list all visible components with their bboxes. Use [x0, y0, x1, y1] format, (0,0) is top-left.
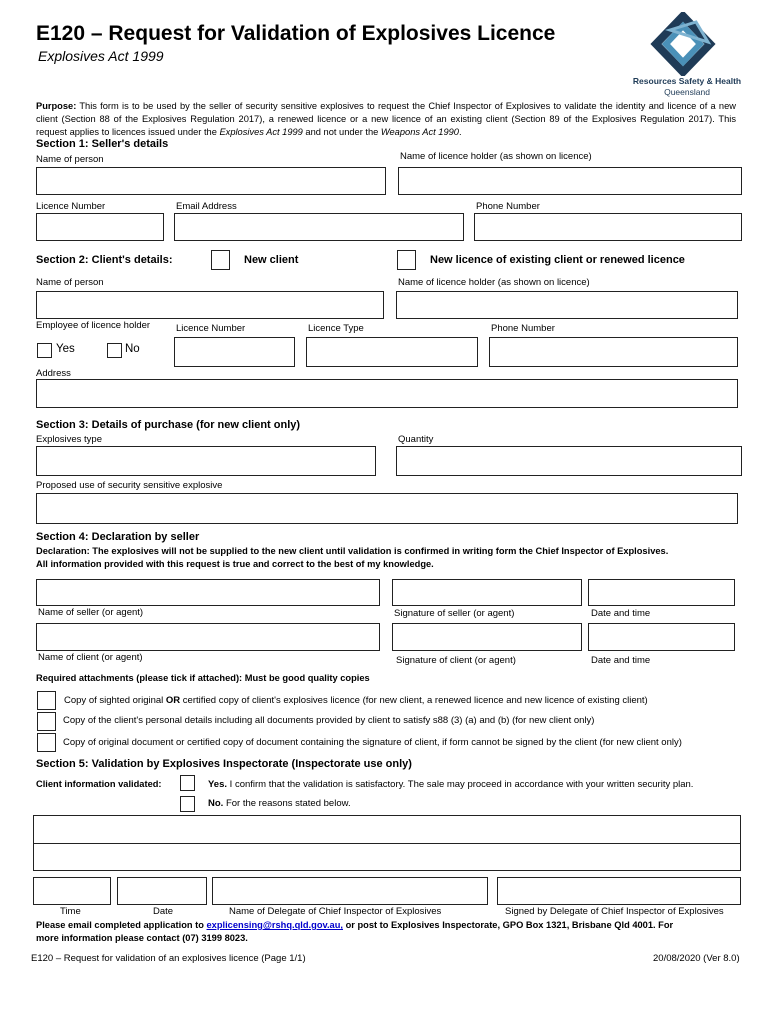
section4-heading: Section 4: Declaration by seller [36, 531, 200, 543]
declaration-text [36, 545, 756, 570]
delegate-name-label: Name of Delegate of Chief Inspector of Explosives [229, 906, 442, 917]
date-label: Date [153, 906, 174, 917]
new-client-checkbox[interactable] [211, 250, 230, 270]
s1-name-holder-label: Name of licence holder (as shown on licence) [400, 151, 592, 162]
attachment2-label: Copy of the client's personal details including all documents provided by client to satisfy s88 (3) (a) and (b) (for new client only) [63, 715, 595, 726]
validated-yes-bold: Yes. [208, 779, 228, 790]
s2-licence-number-label: Licence Number [176, 323, 246, 334]
page-subtitle: Explosives Act 1999 [38, 48, 164, 64]
new-client-label: New client [244, 254, 299, 266]
s1-name-person-input[interactable] [36, 167, 386, 195]
validated-no-label [208, 798, 351, 809]
s1-licence-number-input[interactable] [36, 213, 164, 241]
reasons-input-line2[interactable] [33, 843, 741, 871]
quantity-input[interactable] [396, 446, 742, 476]
client-name-input[interactable] [36, 623, 380, 651]
logo-diamond-icon [648, 12, 718, 76]
attachment1-text-b: certified copy of client's explosives licence (for new client, a renewed licence and new licence of existing client) [180, 695, 648, 706]
purpose-text2: and not under the [302, 126, 381, 137]
purpose-paragraph [36, 100, 736, 138]
s1-phone-label: Phone Number [476, 201, 540, 212]
purpose-act2: Weapons Act 1990 [380, 126, 459, 137]
client-date-time-input[interactable] [588, 623, 735, 651]
seller-name-label: Name of seller (or agent) [38, 607, 144, 618]
reasons-input-line1[interactable] [33, 815, 741, 844]
address-label: Address [36, 368, 71, 379]
s2-phone-input[interactable] [489, 337, 738, 367]
attachment3-label: Copy of original document or certified copy of document containing the signature of client, if form cannot be signed by the client (for new client only) [63, 737, 682, 748]
purpose-label: Purpose: [36, 101, 77, 111]
explosives-type-input[interactable] [36, 446, 376, 476]
submission-text2: or post to Explosives Inspectorate, GPO Box 1321, Brisbane [343, 920, 615, 930]
s2-name-holder-label: Name of licence holder (as shown on licence) [398, 277, 590, 288]
employee-no-checkbox[interactable] [107, 343, 122, 358]
delegate-signature-label: Signed by Delegate of Chief Inspector of Explosives [505, 906, 724, 917]
declaration-line1: Declaration: The explosives will not be supplied to the new client until validation is confirmed in writing form the Chief Inspector of Explosives. [36, 546, 669, 556]
validated-yes-checkbox[interactable] [180, 775, 195, 791]
validated-label: Client information validated: [36, 779, 162, 789]
version-label: 20/08/2020 (Ver 8.0) [653, 953, 740, 964]
delegate-signature-input[interactable] [497, 877, 741, 905]
purpose-text3: . [458, 126, 462, 137]
employee-no-label: No [125, 343, 140, 355]
client-signature-input[interactable] [392, 623, 582, 651]
submission-text3: Qld 4001. [614, 920, 656, 930]
logo [628, 10, 748, 100]
purpose-act1: Explosives Act 1999 [219, 126, 303, 137]
seller-date-time-input[interactable] [588, 579, 735, 606]
attachment3-checkbox[interactable] [37, 733, 56, 752]
section5-heading: Section 5: Validation by Explosives Inspectorate (Inspectorate use only) [36, 758, 412, 770]
s2-phone-label: Phone Number [491, 323, 555, 334]
submission-text1: Please email completed application to [36, 920, 207, 930]
seller-signature-input[interactable] [392, 579, 582, 606]
seller-signature-label: Signature of seller (or agent) [394, 608, 515, 619]
s2-name-person-input[interactable] [36, 291, 384, 319]
validated-no-bold: No. [208, 798, 224, 809]
s1-email-label: Email Address [176, 201, 237, 212]
attachment1-text-a: Copy of sighted original [64, 695, 166, 706]
s2-name-holder-input[interactable] [396, 291, 738, 319]
page-footer-label: E120 – Request for validation of an explosives licence (Page 1/1) [31, 953, 306, 964]
attachment1-or: OR [165, 695, 181, 706]
s2-licence-number-input[interactable] [174, 337, 295, 367]
existing-client-label: New licence of existing client or renewed licence [430, 254, 685, 266]
contact-text: more information please contact (07) 3199 8023. [36, 932, 248, 943]
client-name-label: Name of client (or agent) [38, 652, 143, 663]
seller-date-time-label: Date and time [591, 608, 651, 619]
s1-phone-input[interactable] [474, 213, 742, 241]
s1-licence-number-label: Licence Number [36, 201, 106, 212]
declaration-line2: All information provided with this request is true and correct to the best of my knowledge. [36, 558, 434, 569]
email-link[interactable]: explicensing@rshq.qld.gov.au, [206, 920, 343, 930]
logo-line2: Queensland [664, 87, 710, 97]
seller-name-input[interactable] [36, 579, 380, 606]
section3-heading: Section 3: Details of purchase (for new client only) [36, 419, 301, 431]
client-date-time-label: Date and time [591, 655, 651, 666]
validated-no-checkbox[interactable] [180, 796, 195, 812]
purpose-text1: This form is to be used by the seller of security sensitive explosives to request the Chief Inspector of Explosives to validate the identity and licence of a new client (Section 88 of the Explosives Regulation 2017), a renewed licence or a new licence of an existing client (Section 89 of the Explosives Regulation 2017). This request applies to licences issued under the [36, 101, 736, 137]
existing-client-checkbox[interactable] [397, 250, 416, 270]
submission-instructions [36, 919, 756, 944]
validated-yes-label [208, 779, 693, 790]
attachment1-label [64, 695, 648, 706]
s2-name-person-label: Name of person [36, 277, 104, 288]
proposed-use-input[interactable] [36, 493, 738, 524]
time-label: Time [60, 906, 81, 917]
client-signature-label: Signature of client (or agent) [396, 655, 516, 666]
validated-yes-text: I confirm that the validation is satisfactory. The sale may proceed in accordance with your written security plan. [227, 779, 694, 790]
explosives-type-label: Explosives type [36, 434, 103, 445]
s1-name-holder-input[interactable] [398, 167, 742, 195]
employee-yes-checkbox[interactable] [37, 343, 52, 358]
attachments-heading: Required attachments (please tick if attached): Must be good quality copies [36, 673, 370, 683]
s1-email-input[interactable] [174, 213, 464, 241]
s2-licence-type-input[interactable] [306, 337, 478, 367]
attachment2-checkbox[interactable] [37, 712, 56, 731]
address-input[interactable] [36, 379, 738, 408]
s1-name-person-label: Name of person [36, 154, 104, 165]
page-title: E120 – Request for Validation of Explosives Licence [36, 22, 556, 45]
delegate-name-input[interactable] [212, 877, 488, 905]
validated-no-text: For the reasons stated below. [223, 798, 351, 809]
date-input[interactable] [117, 877, 207, 905]
time-input[interactable] [33, 877, 111, 905]
quantity-label: Quantity [398, 434, 434, 445]
submission-text4: For [655, 920, 674, 930]
employee-yes-label: Yes [56, 343, 75, 355]
section1-heading: Section 1: Seller's details [36, 138, 169, 150]
proposed-use-label: Proposed use of security sensitive explosive [36, 480, 223, 491]
employee-label: Employee of licence holder [36, 320, 151, 331]
logo-line1: Resources Safety & Health [632, 76, 742, 86]
attachment1-checkbox[interactable] [37, 691, 56, 710]
section2-heading: Section 2: Client's details: [36, 254, 173, 266]
s2-licence-type-label: Licence Type [308, 323, 364, 334]
